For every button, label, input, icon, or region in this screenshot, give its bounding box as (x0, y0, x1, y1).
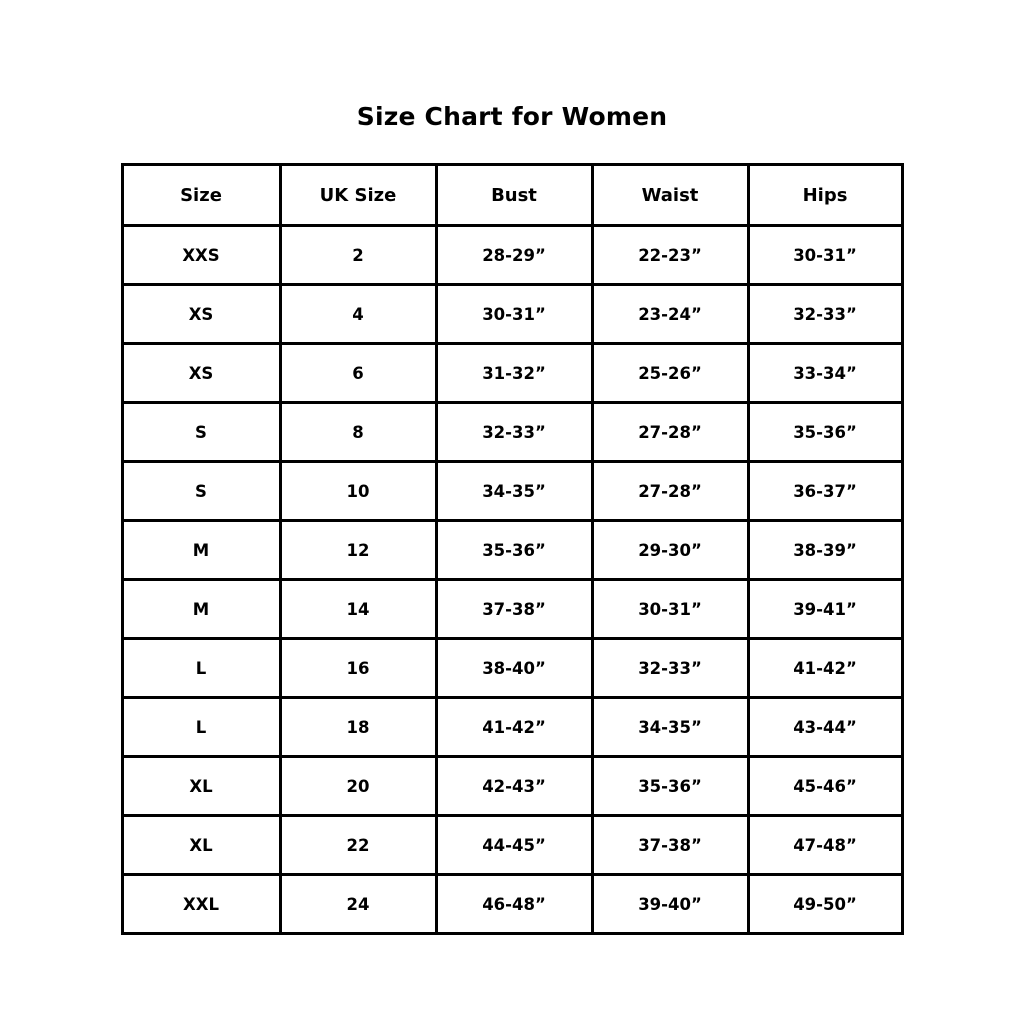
cell-size: M (122, 580, 280, 639)
cell-waist: 34-35” (592, 698, 748, 757)
cell-uk-size: 2 (280, 226, 436, 285)
cell-size: XL (122, 816, 280, 875)
size-table-container (121, 163, 904, 935)
cell-waist: 39-40” (592, 875, 748, 934)
cell-waist: 30-31” (592, 580, 748, 639)
cell-size: XS (122, 344, 280, 403)
table-row (122, 344, 902, 403)
column-header-hips: Hips (748, 165, 902, 226)
cell-hips: 43-44” (748, 698, 902, 757)
table-row (122, 403, 902, 462)
cell-size: XL (122, 757, 280, 816)
cell-hips: 36-37” (748, 462, 902, 521)
cell-size: S (122, 462, 280, 521)
cell-waist: 35-36” (592, 757, 748, 816)
table-row (122, 462, 902, 521)
cell-bust: 28-29” (436, 226, 592, 285)
cell-uk-size: 18 (280, 698, 436, 757)
cell-hips: 32-33” (748, 285, 902, 344)
cell-waist: 29-30” (592, 521, 748, 580)
table-row (122, 816, 902, 875)
cell-uk-size: 6 (280, 344, 436, 403)
cell-bust: 41-42” (436, 698, 592, 757)
cell-bust: 30-31” (436, 285, 592, 344)
cell-uk-size: 12 (280, 521, 436, 580)
cell-bust: 44-45” (436, 816, 592, 875)
cell-hips: 45-46” (748, 757, 902, 816)
cell-size: M (122, 521, 280, 580)
cell-size: XXL (122, 875, 280, 934)
table-row (122, 285, 902, 344)
cell-waist: 37-38” (592, 816, 748, 875)
table-row (122, 639, 902, 698)
cell-bust: 35-36” (436, 521, 592, 580)
cell-hips: 38-39” (748, 521, 902, 580)
table-row (122, 521, 902, 580)
cell-size: XS (122, 285, 280, 344)
column-header-bust: Bust (436, 165, 592, 226)
cell-size: XXS (122, 226, 280, 285)
column-header-size: Size (122, 165, 280, 226)
table-row (122, 698, 902, 757)
cell-waist: 23-24” (592, 285, 748, 344)
cell-bust: 46-48” (436, 875, 592, 934)
cell-bust: 42-43” (436, 757, 592, 816)
table-row (122, 757, 902, 816)
table-row (122, 226, 902, 285)
cell-waist: 32-33” (592, 639, 748, 698)
cell-uk-size: 24 (280, 875, 436, 934)
table-row (122, 875, 902, 934)
cell-hips: 47-48” (748, 816, 902, 875)
cell-hips: 41-42” (748, 639, 902, 698)
size-chart-table (121, 163, 904, 935)
column-header-uk-size: UK Size (280, 165, 436, 226)
cell-waist: 27-28” (592, 403, 748, 462)
cell-hips: 35-36” (748, 403, 902, 462)
cell-size: L (122, 698, 280, 757)
cell-hips: 33-34” (748, 344, 902, 403)
cell-waist: 22-23” (592, 226, 748, 285)
cell-size: S (122, 403, 280, 462)
cell-uk-size: 20 (280, 757, 436, 816)
cell-hips: 39-41” (748, 580, 902, 639)
cell-uk-size: 14 (280, 580, 436, 639)
cell-waist: 25-26” (592, 344, 748, 403)
cell-uk-size: 10 (280, 462, 436, 521)
table-body (122, 226, 902, 934)
cell-uk-size: 22 (280, 816, 436, 875)
cell-bust: 32-33” (436, 403, 592, 462)
cell-waist: 27-28” (592, 462, 748, 521)
cell-size: L (122, 639, 280, 698)
cell-uk-size: 16 (280, 639, 436, 698)
table-header-row (122, 165, 902, 226)
cell-uk-size: 4 (280, 285, 436, 344)
cell-uk-size: 8 (280, 403, 436, 462)
cell-bust: 34-35” (436, 462, 592, 521)
table-header (122, 165, 902, 226)
cell-bust: 37-38” (436, 580, 592, 639)
cell-bust: 38-40” (436, 639, 592, 698)
page-title: Size Chart for Women (356, 102, 668, 131)
column-header-waist: Waist (592, 165, 748, 226)
table-row (122, 580, 902, 639)
cell-hips: 30-31” (748, 226, 902, 285)
cell-hips: 49-50” (748, 875, 902, 934)
cell-bust: 31-32” (436, 344, 592, 403)
